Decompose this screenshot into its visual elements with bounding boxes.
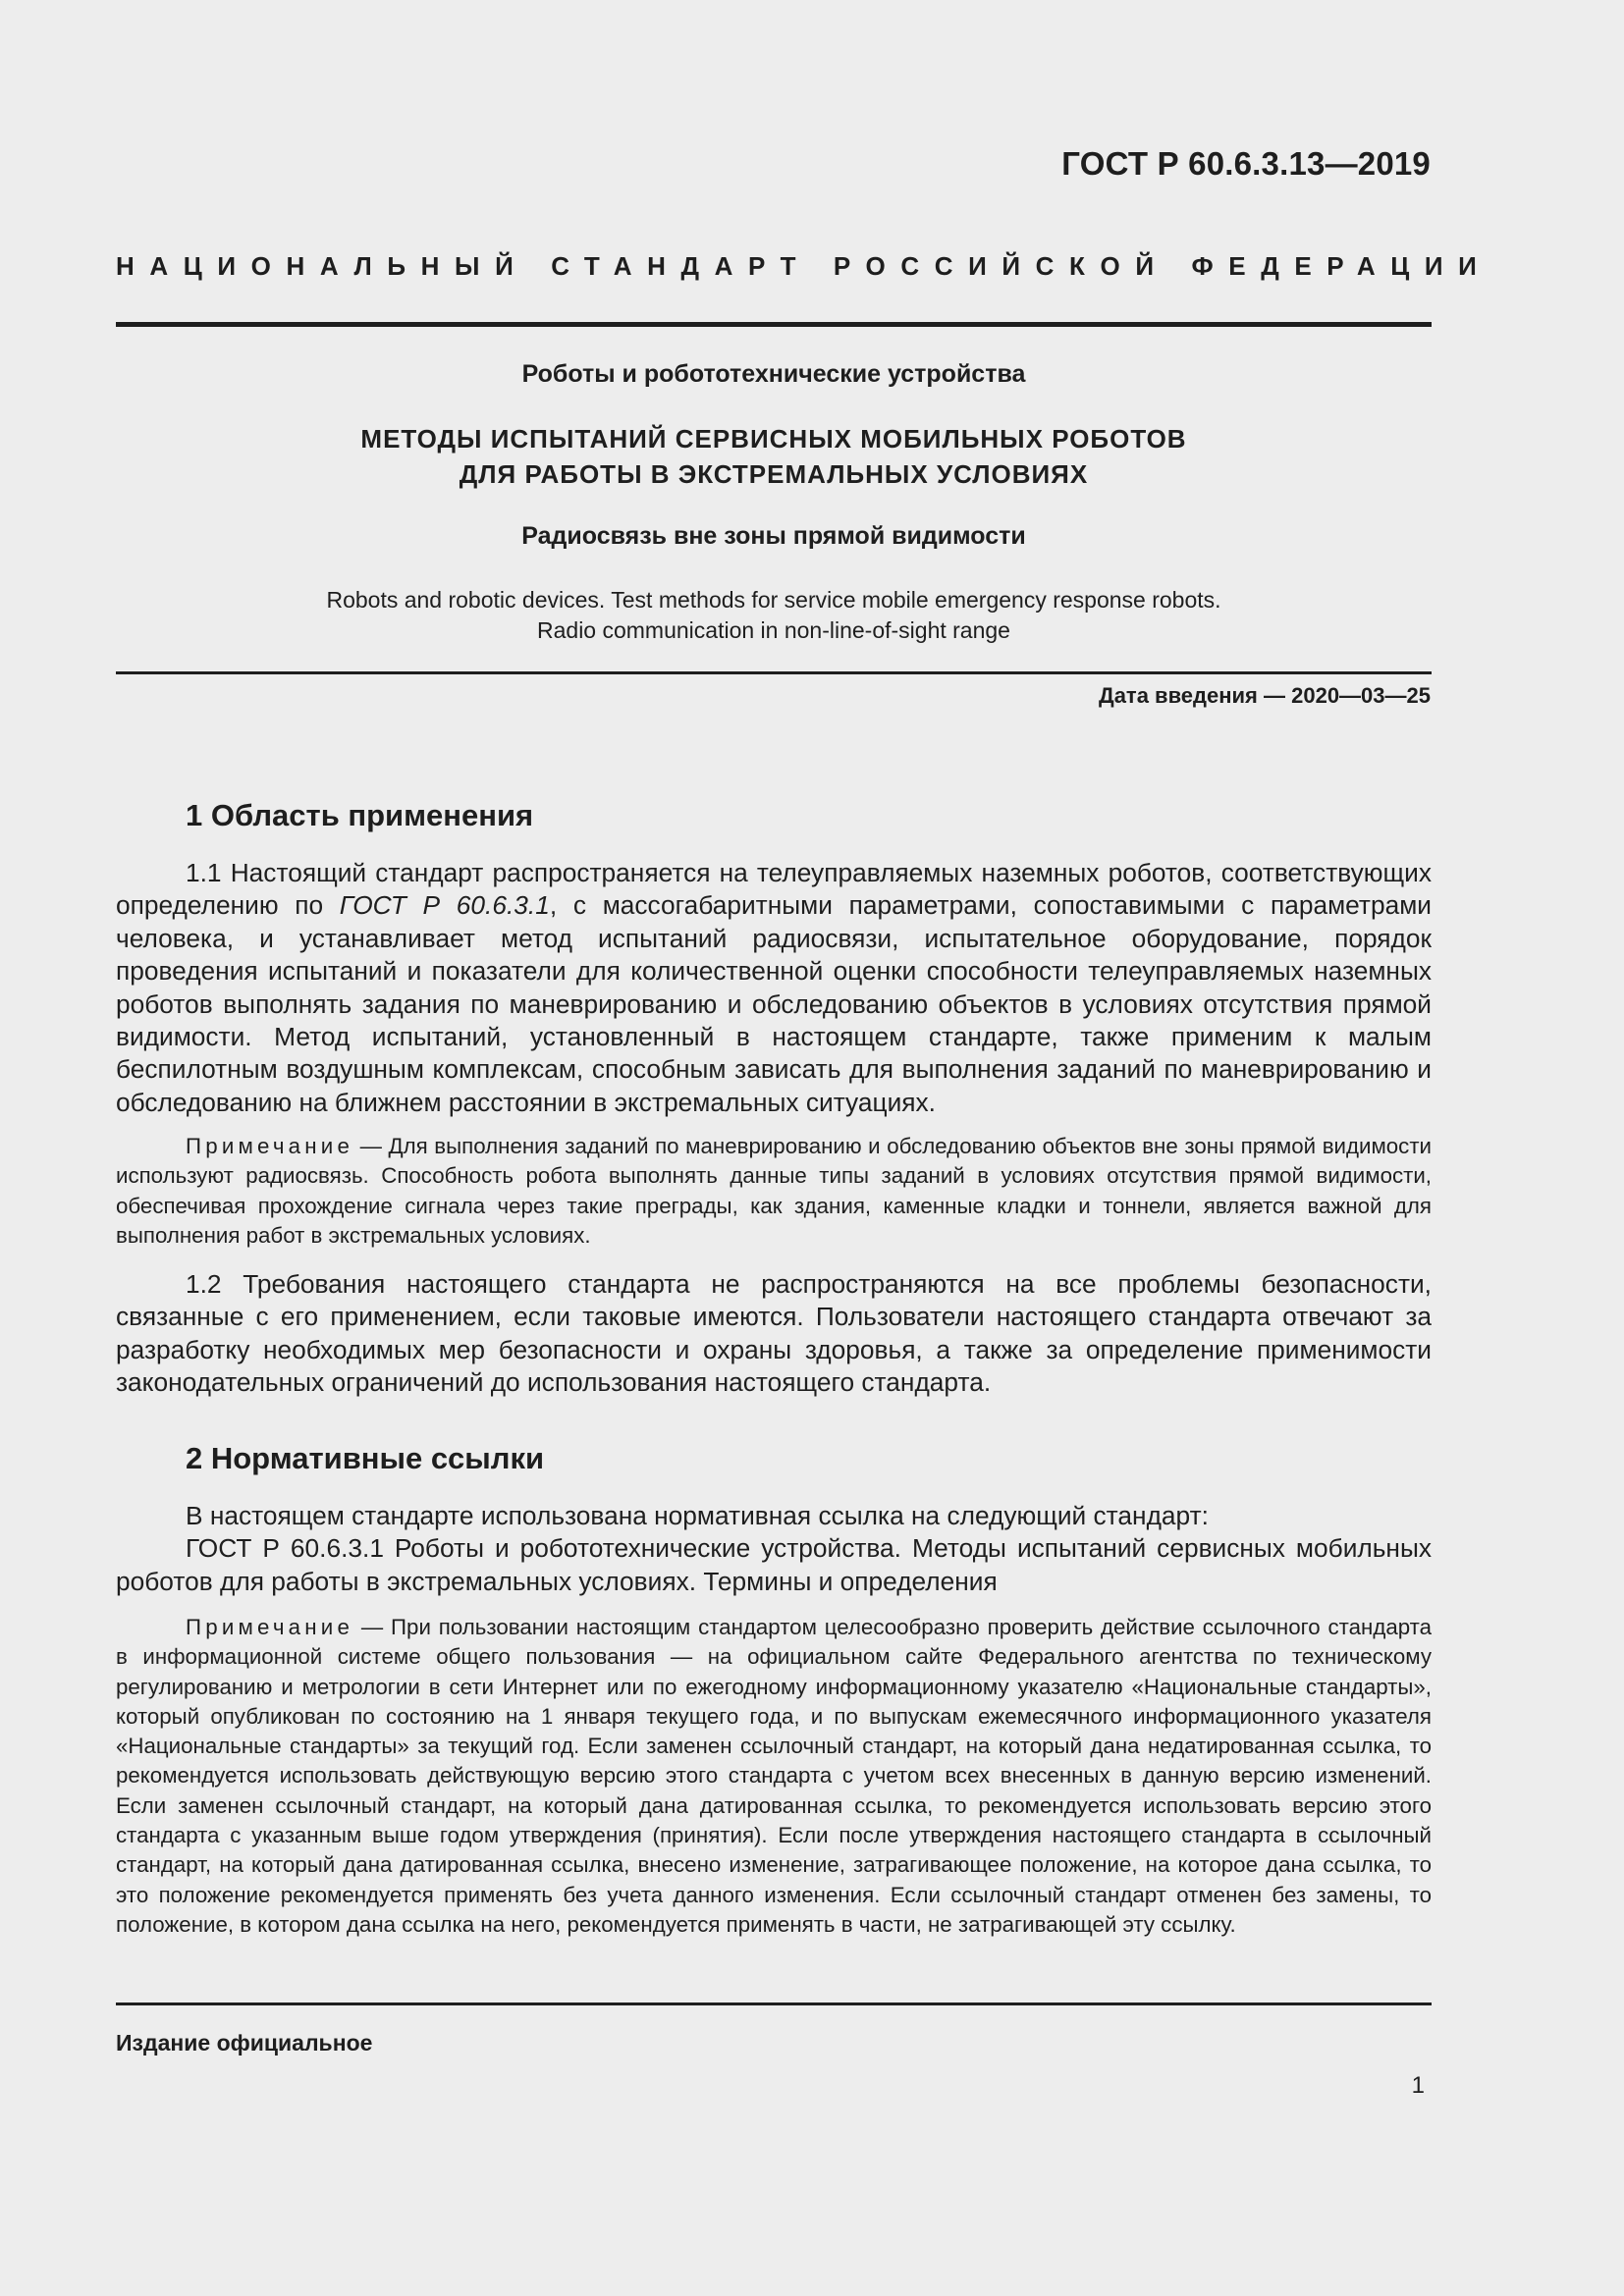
p1-1-text-start: 1.1 Настоящий стандарт распространяется на телеуправляемых наземных роботов, соответствующих определению по — [116, 858, 1432, 921]
standard-main-title — [116, 421, 1432, 492]
english-title-line-2: Radio communication in non-line-of-sight range — [537, 617, 1010, 643]
section-2-note — [116, 1613, 1432, 1940]
page-number: 1 — [1411, 2072, 1425, 2099]
section-1-2-paragraph — [116, 1268, 1432, 1400]
official-edition-label: Издание официальное — [116, 2030, 373, 2056]
section-2-heading: 2 Нормативные ссылки — [186, 1441, 545, 1475]
section-2-intro: В настоящем стандарте использована нормативная ссылка на следующий стандарт: — [186, 1501, 1209, 1530]
note-label: Примечание — [186, 1134, 354, 1158]
p1-1-text-end: , с массогабаритными параметрами, сопоставимыми с параметрами человека, и устанавливает метод испытаний радиосвязи, испытательное оборудование, порядок проведения испытаний и показатели для количественной оценки способности телеуправляемых наземных роботов выполнять задания по маневрированию и обследованию объектов в условиях отсутствия прямой видимости. Метод испытаний, установленный в настоящем стандарте, также применим к малым беспилотным воздушным комплексам, способным зависать для выполнения заданий по маневрированию и обследованию на ближнем расстоянии в экстремальных ситуациях. — [116, 890, 1432, 1117]
section-2-paragraphs — [116, 1500, 1432, 1598]
title-rule — [116, 671, 1432, 674]
section-1-1-paragraph — [116, 857, 1432, 1119]
section-2-reference: ГОСТ Р 60.6.3.1 Роботы и робототехнические устройства. Методы испытаний сервисных мобильных роботов для работы в экстремальных условиях. Термины и определения — [116, 1533, 1432, 1596]
national-standard-banner: НАЦИОНАЛЬНЫЙ СТАНДАРТ РОССИЙСКОЙ ФЕДЕРАЦИИ — [116, 251, 1492, 281]
section-1-heading: 1 Область применения — [186, 798, 534, 832]
header-rule — [116, 322, 1432, 327]
note-label: Примечание — [186, 1615, 354, 1639]
footer-rule — [116, 2002, 1432, 2005]
english-title-line-1: Robots and robotic devices. Test methods for service mobile emergency response robots. — [326, 587, 1221, 613]
main-title-line-2: ДЛЯ РАБОТЫ В ЭКСТРЕМАЛЬНЫХ УСЛОВИЯХ — [459, 459, 1089, 489]
section-1-note — [116, 1132, 1432, 1251]
p1-2-text: 1.2 Требования настоящего стандарта не распространяются на все проблемы безопасности, связанные с его применением, если таковые имеются. Пользователи настоящего стандарта отвечают за разработку необходимых мер безопасности и охраны здоровья, а также за определение применимости законодательных ограничений до использования настоящего стандарта. — [116, 1269, 1432, 1398]
note-text: — При пользовании настоящим стандартом целесообразно проверить действие ссылочного стандарта в информационной системе общего пользования — на официальном сайте Федерального агентства по техническому регулированию и метрологии в сети Интернет или по ежегодному информационному указателю «Национальные стандарты», который опубликован по состоянию на 1 января текущего года, и по выпускам ежемесячного информационного указателя «Национальные стандарты» за текущий год. Если заменен ссылочный стандарт, на который дана недатированная ссылка, то рекомендуется использовать действующую версию этого стандарта с учетом всех внесенных в данную версию изменений. Если заменен ссылочный стандарт, на который дана датированная ссылка, то рекомендуется использовать версию этого стандарта с указанным выше годом утверждения (принятия). Если после утверждения настоящего стандарта в ссылочный стандарт, на который дана датированная ссылка, внесено изменение, затрагивающее положение, на которое дана ссылка, то это положение рекомендуется применять без учета данного изменения. Если ссылочный стандарт отменен без замены, то положение, в котором дана ссылка на него, рекомендуется применять в части, не затрагивающей эту ссылку. — [116, 1615, 1432, 1937]
standard-group-title: Роботы и робототехнические устройства — [521, 360, 1026, 388]
gost-reference: ГОСТ Р 60.6.3.1 — [339, 890, 550, 921]
note-text: — Для выполнения заданий по маневрированию и обследованию объектов вне зоны прямой видимости используют радиосвязь. Способность робота выполнять данные типы заданий в условиях отсутствия прямой видимости, обеспечивая прохождение сигнала через такие преграды, как здания, каменные кладки и тоннели, является важной для выполнения работ в экстремальных условиях. — [116, 1134, 1432, 1248]
english-title — [116, 585, 1432, 646]
standard-part-title: Радиосвязь вне зоны прямой видимости — [521, 522, 1026, 550]
main-title-line-1: МЕТОДЫ ИСПЫТАНИЙ СЕРВИСНЫХ МОБИЛЬНЫХ РОБОТОВ — [360, 424, 1187, 454]
standard-designation: ГОСТ Р 60.6.3.13—2019 — [1061, 145, 1431, 182]
introduction-date: Дата введения — 2020—03—25 — [1099, 683, 1431, 708]
